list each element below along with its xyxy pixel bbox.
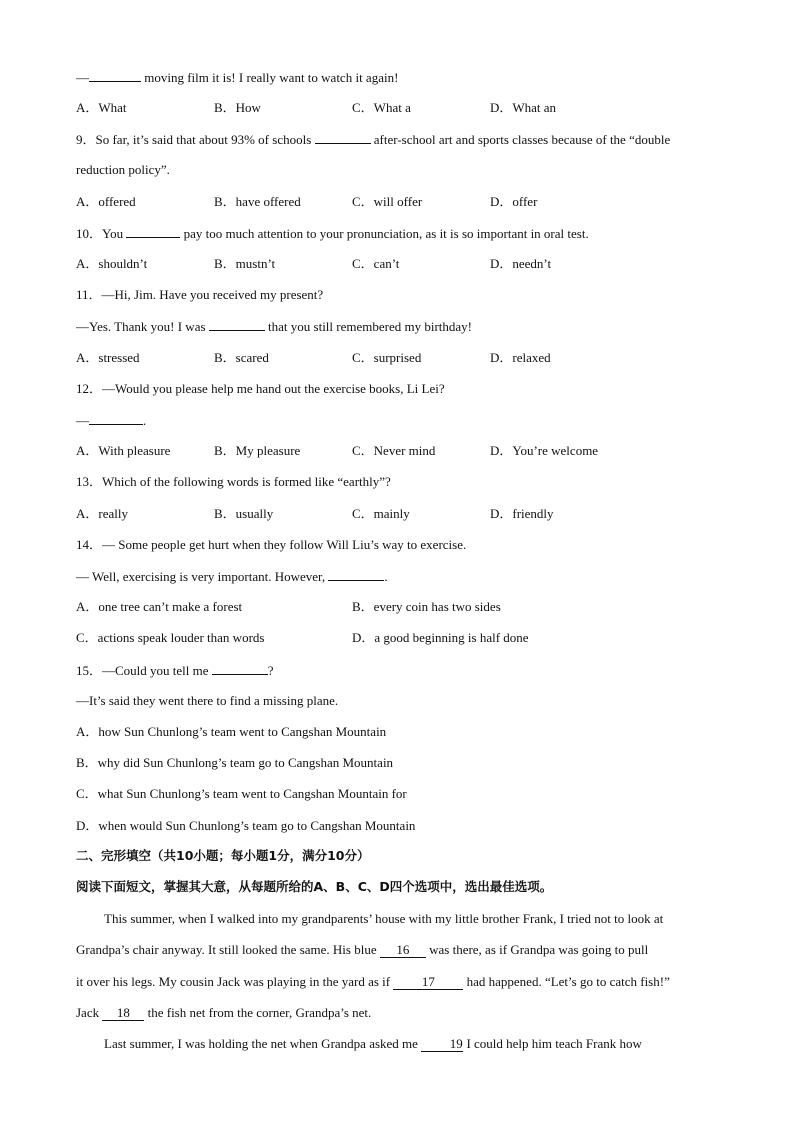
section-title: 二、完形填空（共10小题；每小题1分，满分10分）: [76, 848, 370, 863]
q10-option-a[interactable]: A．shouldn’t: [76, 256, 148, 271]
q13-stem: 13．Which of the following words is formed like “earthly”?: [76, 474, 391, 489]
q9-stem-line2: reduction policy”.: [76, 162, 170, 177]
q11-option-a[interactable]: A．stressed: [76, 350, 140, 365]
q8-option-a[interactable]: A．What: [76, 100, 127, 115]
q12-option-b[interactable]: B．My pleasure: [214, 443, 301, 458]
q14-option-d[interactable]: D．a good beginning is half done: [352, 630, 529, 645]
q12-reply-pre: —: [76, 413, 89, 428]
q11-option-d[interactable]: D．relaxed: [490, 350, 551, 365]
q8-stem-pre: —: [76, 70, 89, 85]
q14-answer-blank[interactable]: [328, 568, 384, 581]
q13-option-b[interactable]: B．usually: [214, 506, 274, 521]
q12-reply: [76, 412, 146, 429]
q12-option-a[interactable]: A．With pleasure: [76, 443, 171, 458]
q10-stem-pre: 10．You: [76, 226, 127, 241]
blank-17[interactable]: 17: [393, 975, 463, 990]
q9-option-d[interactable]: D．offer: [490, 194, 538, 209]
section-instruction: 阅读下面短文，掌握其大意，从每题所给的A、B、C、D四个选项中，选出最佳选项。: [76, 879, 553, 894]
q9-option-c[interactable]: C．will offer: [352, 194, 423, 209]
q11-option-b[interactable]: B．scared: [214, 350, 269, 365]
q9-stem-pre: 9．So far, it’s said that about 93% of schools: [76, 132, 315, 147]
q8-option-b[interactable]: B．How: [214, 100, 261, 115]
q15-option-b[interactable]: B．why did Sun Chunlong’s team go to Cangshan Mountain: [76, 755, 394, 770]
q8-stem-post: moving film it is! I really want to watch it again!: [141, 70, 399, 85]
passage-p2-line1: [76, 1036, 720, 1052]
q14-reply: [76, 568, 388, 585]
q12-reply-post: .: [143, 413, 147, 428]
q15-stem-post: ?: [267, 663, 274, 678]
q11-stem: 11．—Hi, Jim. Have you received my present?: [76, 287, 324, 302]
q11-option-c[interactable]: C．surprised: [352, 350, 422, 365]
q14-option-c[interactable]: C．actions speak louder than words: [76, 630, 265, 645]
passage-text: had happened. “Let’s go to catch fish!”: [463, 974, 670, 989]
q9-option-a[interactable]: A．offered: [76, 194, 136, 209]
q13-option-c[interactable]: C．mainly: [352, 506, 410, 521]
passage-p1-line2: [76, 942, 720, 958]
passage-text: Grandpa’s chair anyway. It still looked the same. His blue: [76, 942, 380, 957]
passage-p1-line4: [76, 1005, 720, 1021]
q10-option-b[interactable]: B．mustn’t: [214, 256, 276, 271]
q11-reply-pre: —Yes. Thank you! I was: [76, 319, 209, 334]
q13-option-d[interactable]: D．friendly: [490, 506, 554, 521]
q8-option-d[interactable]: D．What an: [490, 100, 557, 115]
q15-answer-blank[interactable]: [212, 662, 268, 675]
q15-reply: —It’s said they went there to find a missing plane.: [76, 693, 339, 708]
passage-text: Last summer, I was holding the net when Grandpa asked me: [104, 1036, 422, 1051]
q10-stem-post: pay too much attention to your pronunciation, as it is so important in oral test.: [180, 226, 589, 241]
q14-reply-pre: — Well, exercising is very important. However,: [76, 569, 329, 584]
blank-19[interactable]: 19: [421, 1037, 463, 1052]
q12-stem: 12．—Would you please help me hand out the exercise books, Li Lei?: [76, 381, 445, 396]
q14-stem: 14．— Some people get hurt when they follow Will Liu’s way to exercise.: [76, 537, 467, 552]
passage-text: was there, as if Grandpa was going to pull: [425, 942, 649, 957]
q15-option-d[interactable]: D．when would Sun Chunlong’s team go to Cangshan Mountain: [76, 818, 416, 833]
q11-reply: [76, 318, 472, 335]
q10-option-c[interactable]: C．can’t: [352, 256, 400, 271]
passage-p1-line3: [76, 974, 720, 990]
q13-option-a[interactable]: A．really: [76, 506, 128, 521]
q12-option-c[interactable]: C．Never mind: [352, 443, 436, 458]
passage-text: Jack: [76, 1005, 103, 1020]
q9-stem: [76, 131, 670, 148]
q14-option-b[interactable]: B．every coin has two sides: [352, 599, 501, 614]
q15-stem: [76, 662, 274, 679]
passage-text: the fish net from the corner, Grandpa’s net.: [144, 1005, 372, 1020]
q9-option-b[interactable]: B．have offered: [214, 194, 301, 209]
passage-text: I could help him teach Frank how: [463, 1036, 642, 1051]
q12-option-d[interactable]: D．You’re welcome: [490, 443, 599, 458]
blank-16[interactable]: 16: [380, 943, 426, 958]
q8-stem: [76, 69, 398, 86]
q9-answer-blank[interactable]: [315, 131, 371, 144]
q15-stem-pre: 15．—Could you tell me: [76, 663, 212, 678]
q15-option-c[interactable]: C．what Sun Chunlong’s team went to Cangshan Mountain for: [76, 786, 407, 801]
q11-answer-blank[interactable]: [209, 318, 265, 331]
q14-reply-post: .: [384, 569, 388, 584]
q12-answer-blank[interactable]: [89, 412, 143, 425]
q10-option-d[interactable]: D．needn’t: [490, 256, 552, 271]
q8-option-c[interactable]: C．What a: [352, 100, 411, 115]
q11-reply-post: that you still remembered my birthday!: [264, 319, 473, 334]
q14-option-a[interactable]: A．one tree can’t make a forest: [76, 599, 243, 614]
q15-option-a[interactable]: A．how Sun Chunlong’s team went to Cangshan Mountain: [76, 724, 387, 739]
passage-p1-line1: This summer, when I walked into my grandparents’ house with my little brother Frank, I tried not to look at: [104, 911, 664, 926]
q10-answer-blank[interactable]: [126, 225, 180, 238]
q10-stem: [76, 225, 589, 242]
q8-answer-blank[interactable]: [89, 69, 141, 82]
blank-18[interactable]: 18: [102, 1006, 144, 1021]
passage-text: it over his legs. My cousin Jack was playing in the yard as if: [76, 974, 394, 989]
q9-stem-post: after-school art and sports classes because of the “double: [370, 132, 671, 147]
